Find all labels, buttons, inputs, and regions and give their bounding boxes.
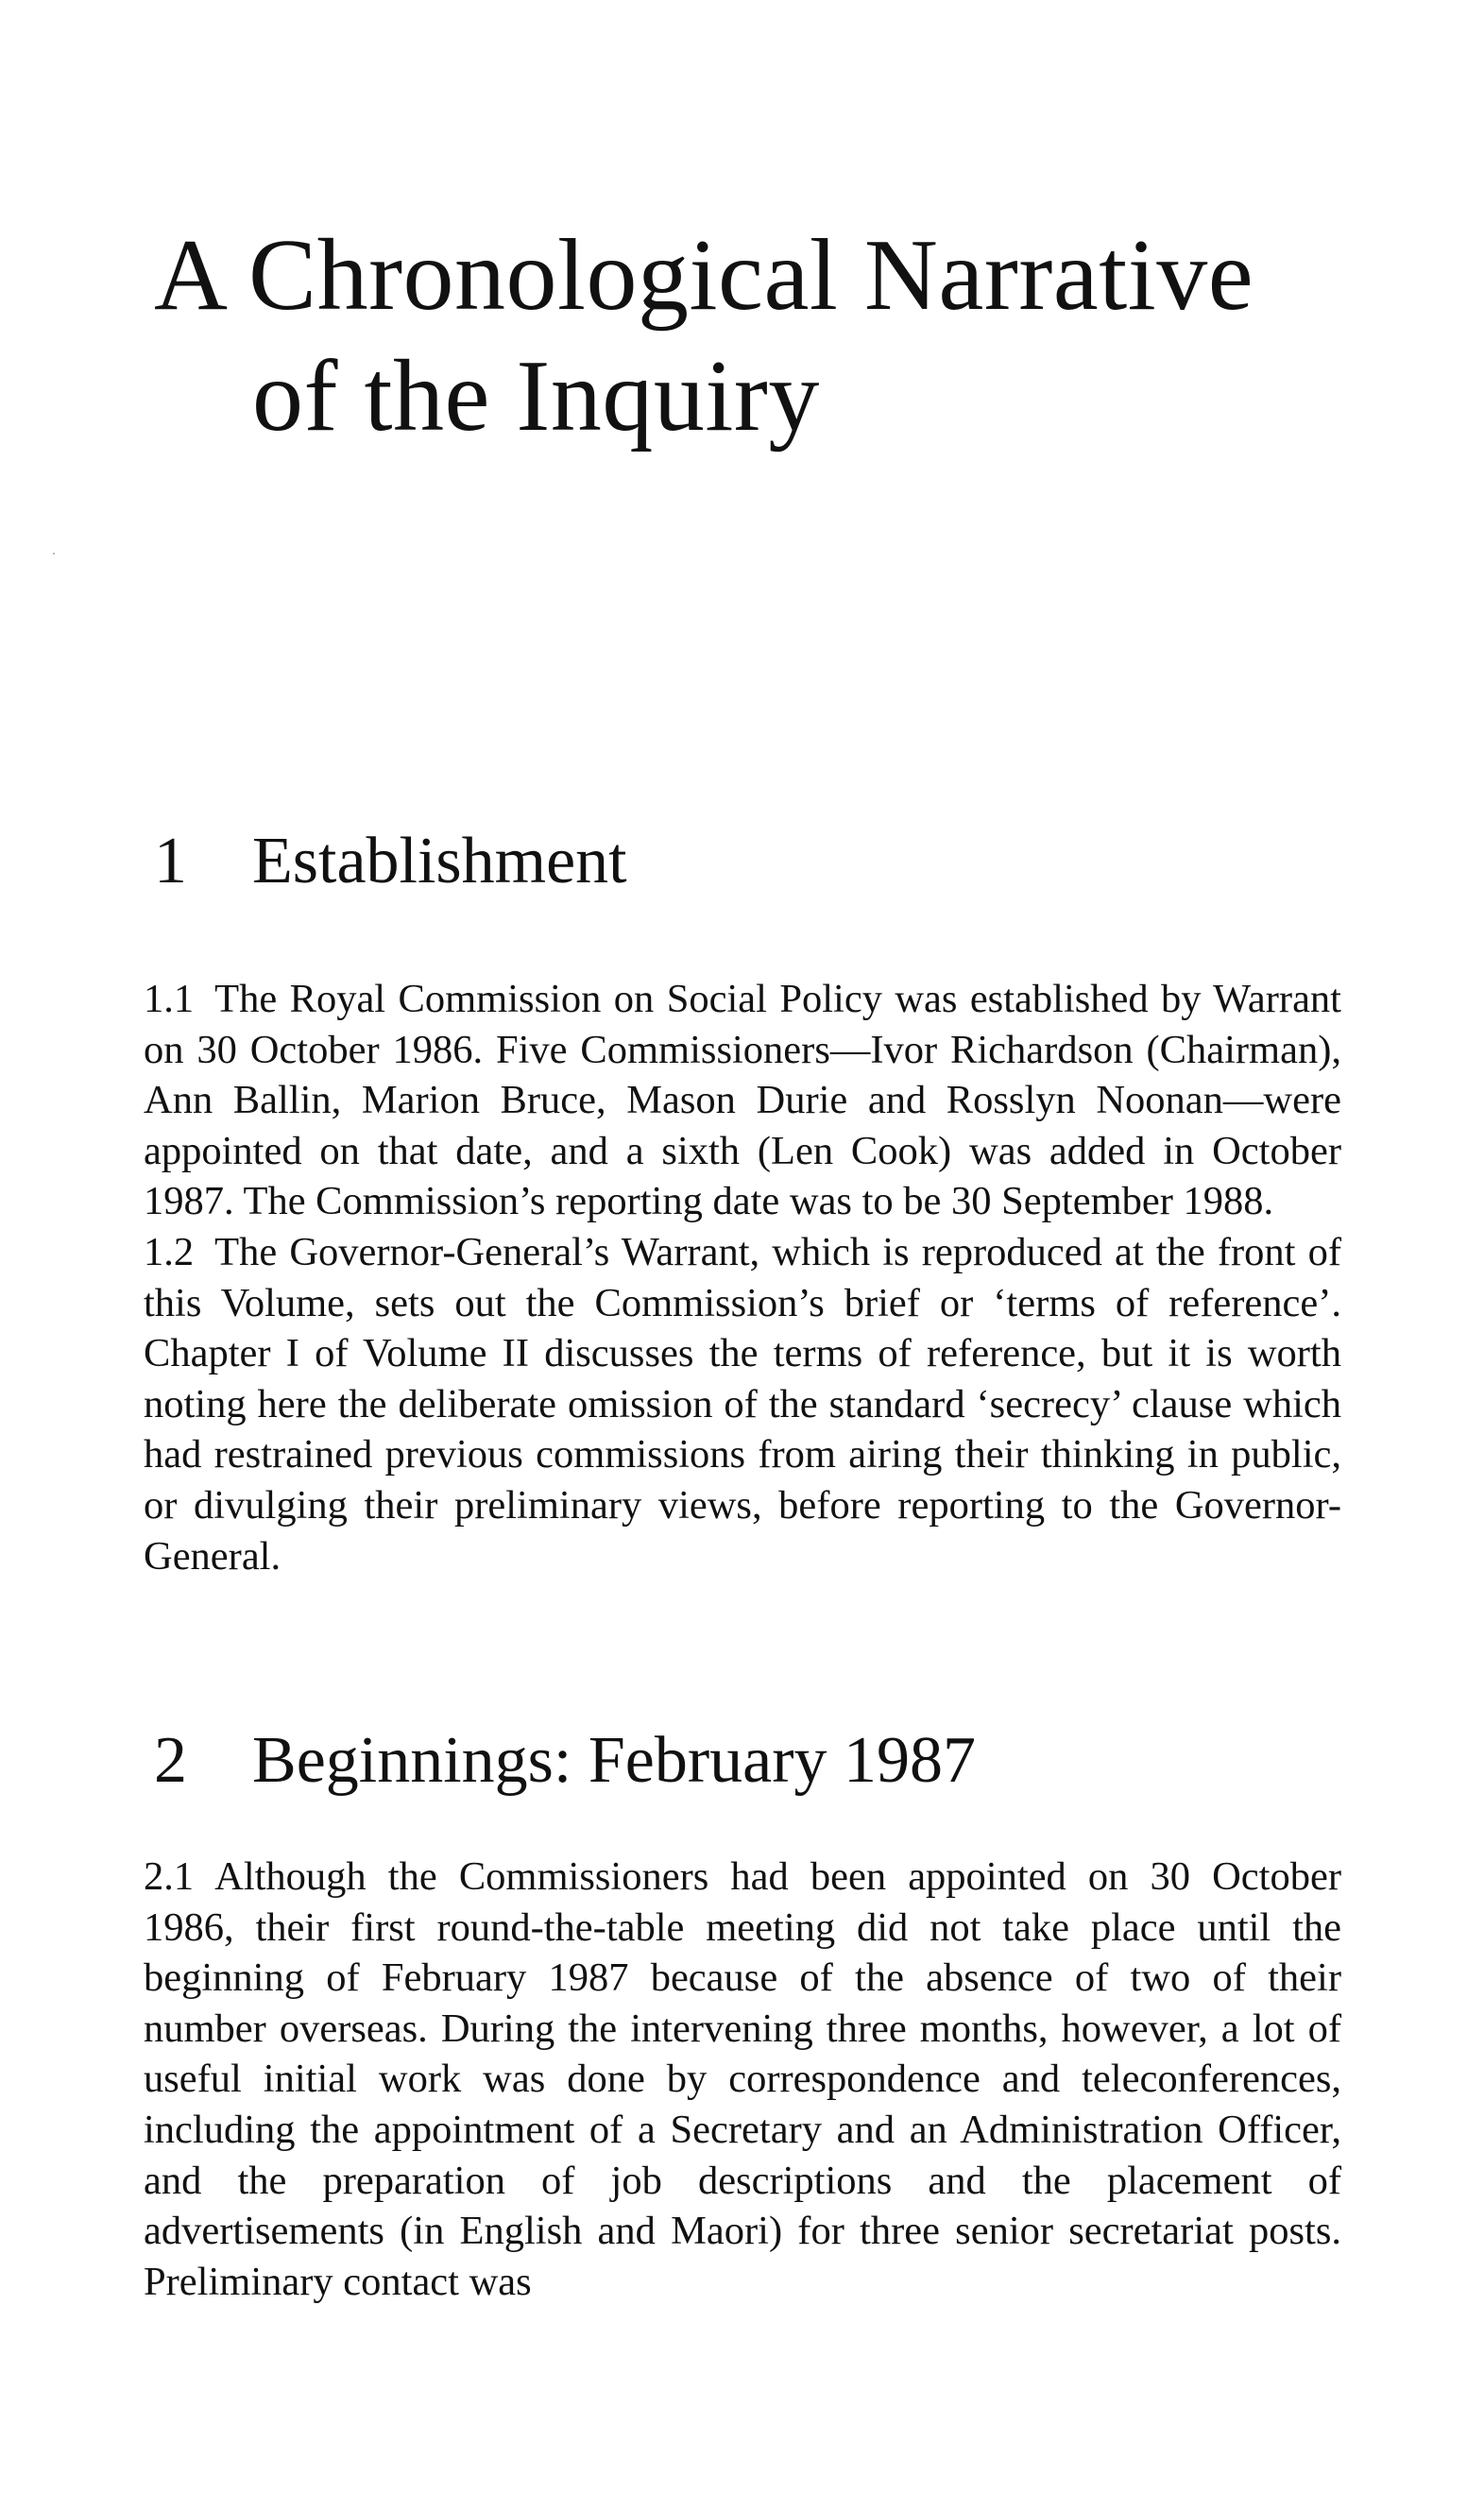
paragraph-number: 2.1 xyxy=(144,1854,195,1899)
paragraph-1-2 xyxy=(144,1227,1341,1581)
section-heading-beginnings xyxy=(154,1721,976,1801)
title-line-2: of the Inquiry xyxy=(252,340,820,452)
paragraph-number: 1.1 xyxy=(144,977,195,1021)
paragraph-text: The Governor-General’s Warrant, which is reproduced at the front of this Volume, sets out the Commission’s brief or ‘terms of reference’. Chapter I of Volume II discusses the terms of reference, but it is worth noting here the deliberate omission of the standard ‘secrecy’ clause which had restrained previous commissions from airing their thinking in public, or divulging their preliminary views, before reporting to the Governor-General. xyxy=(144,1229,1341,1579)
section-body-establishment xyxy=(144,974,1341,1581)
section-number: 1 xyxy=(154,825,187,897)
section-title: Establishment xyxy=(252,825,627,897)
paragraph-text: The Royal Commission on Social Policy was established by Warrant on 30 October 1986. Five Commissioners—Ivor Richardson (Chairman), Ann Ballin, Marion Bruce, Mason Durie and Rosslyn Noonan—were appointed on that date, and a sixth (Len Cook) was added in October 1987. The Commission’s reporting date was to be 30 September 1988. xyxy=(144,977,1341,1224)
paragraph-text: Although the Commissioners had been appointed on 30 October 1986, their first round-the-table meeting did not take place until the beginning of February 1987 because of the absence of two of their number overseas. During the intervening three months, however, a lot of useful initial work was done by correspondence and teleconferences, including the appointment of a Secretary and an Administration Officer, and the preparation of job descriptions and the placement of advertisements (in English and Maori) for three senior secretariat posts. Preliminary contact was xyxy=(144,1854,1341,2304)
title-line-1: A Chronological Narrative xyxy=(154,219,1254,332)
section-number: 2 xyxy=(154,1724,187,1797)
scan-speck xyxy=(53,553,55,555)
paragraph-number: 1.2 xyxy=(144,1229,195,1274)
page-title xyxy=(154,215,1254,457)
section-title: Beginnings: February 1987 xyxy=(252,1724,977,1797)
section-body-beginnings xyxy=(144,1852,1341,2307)
paragraph-2-1 xyxy=(144,1852,1341,2307)
paragraph-1-1 xyxy=(144,974,1341,1227)
section-heading-establishment xyxy=(154,822,627,901)
